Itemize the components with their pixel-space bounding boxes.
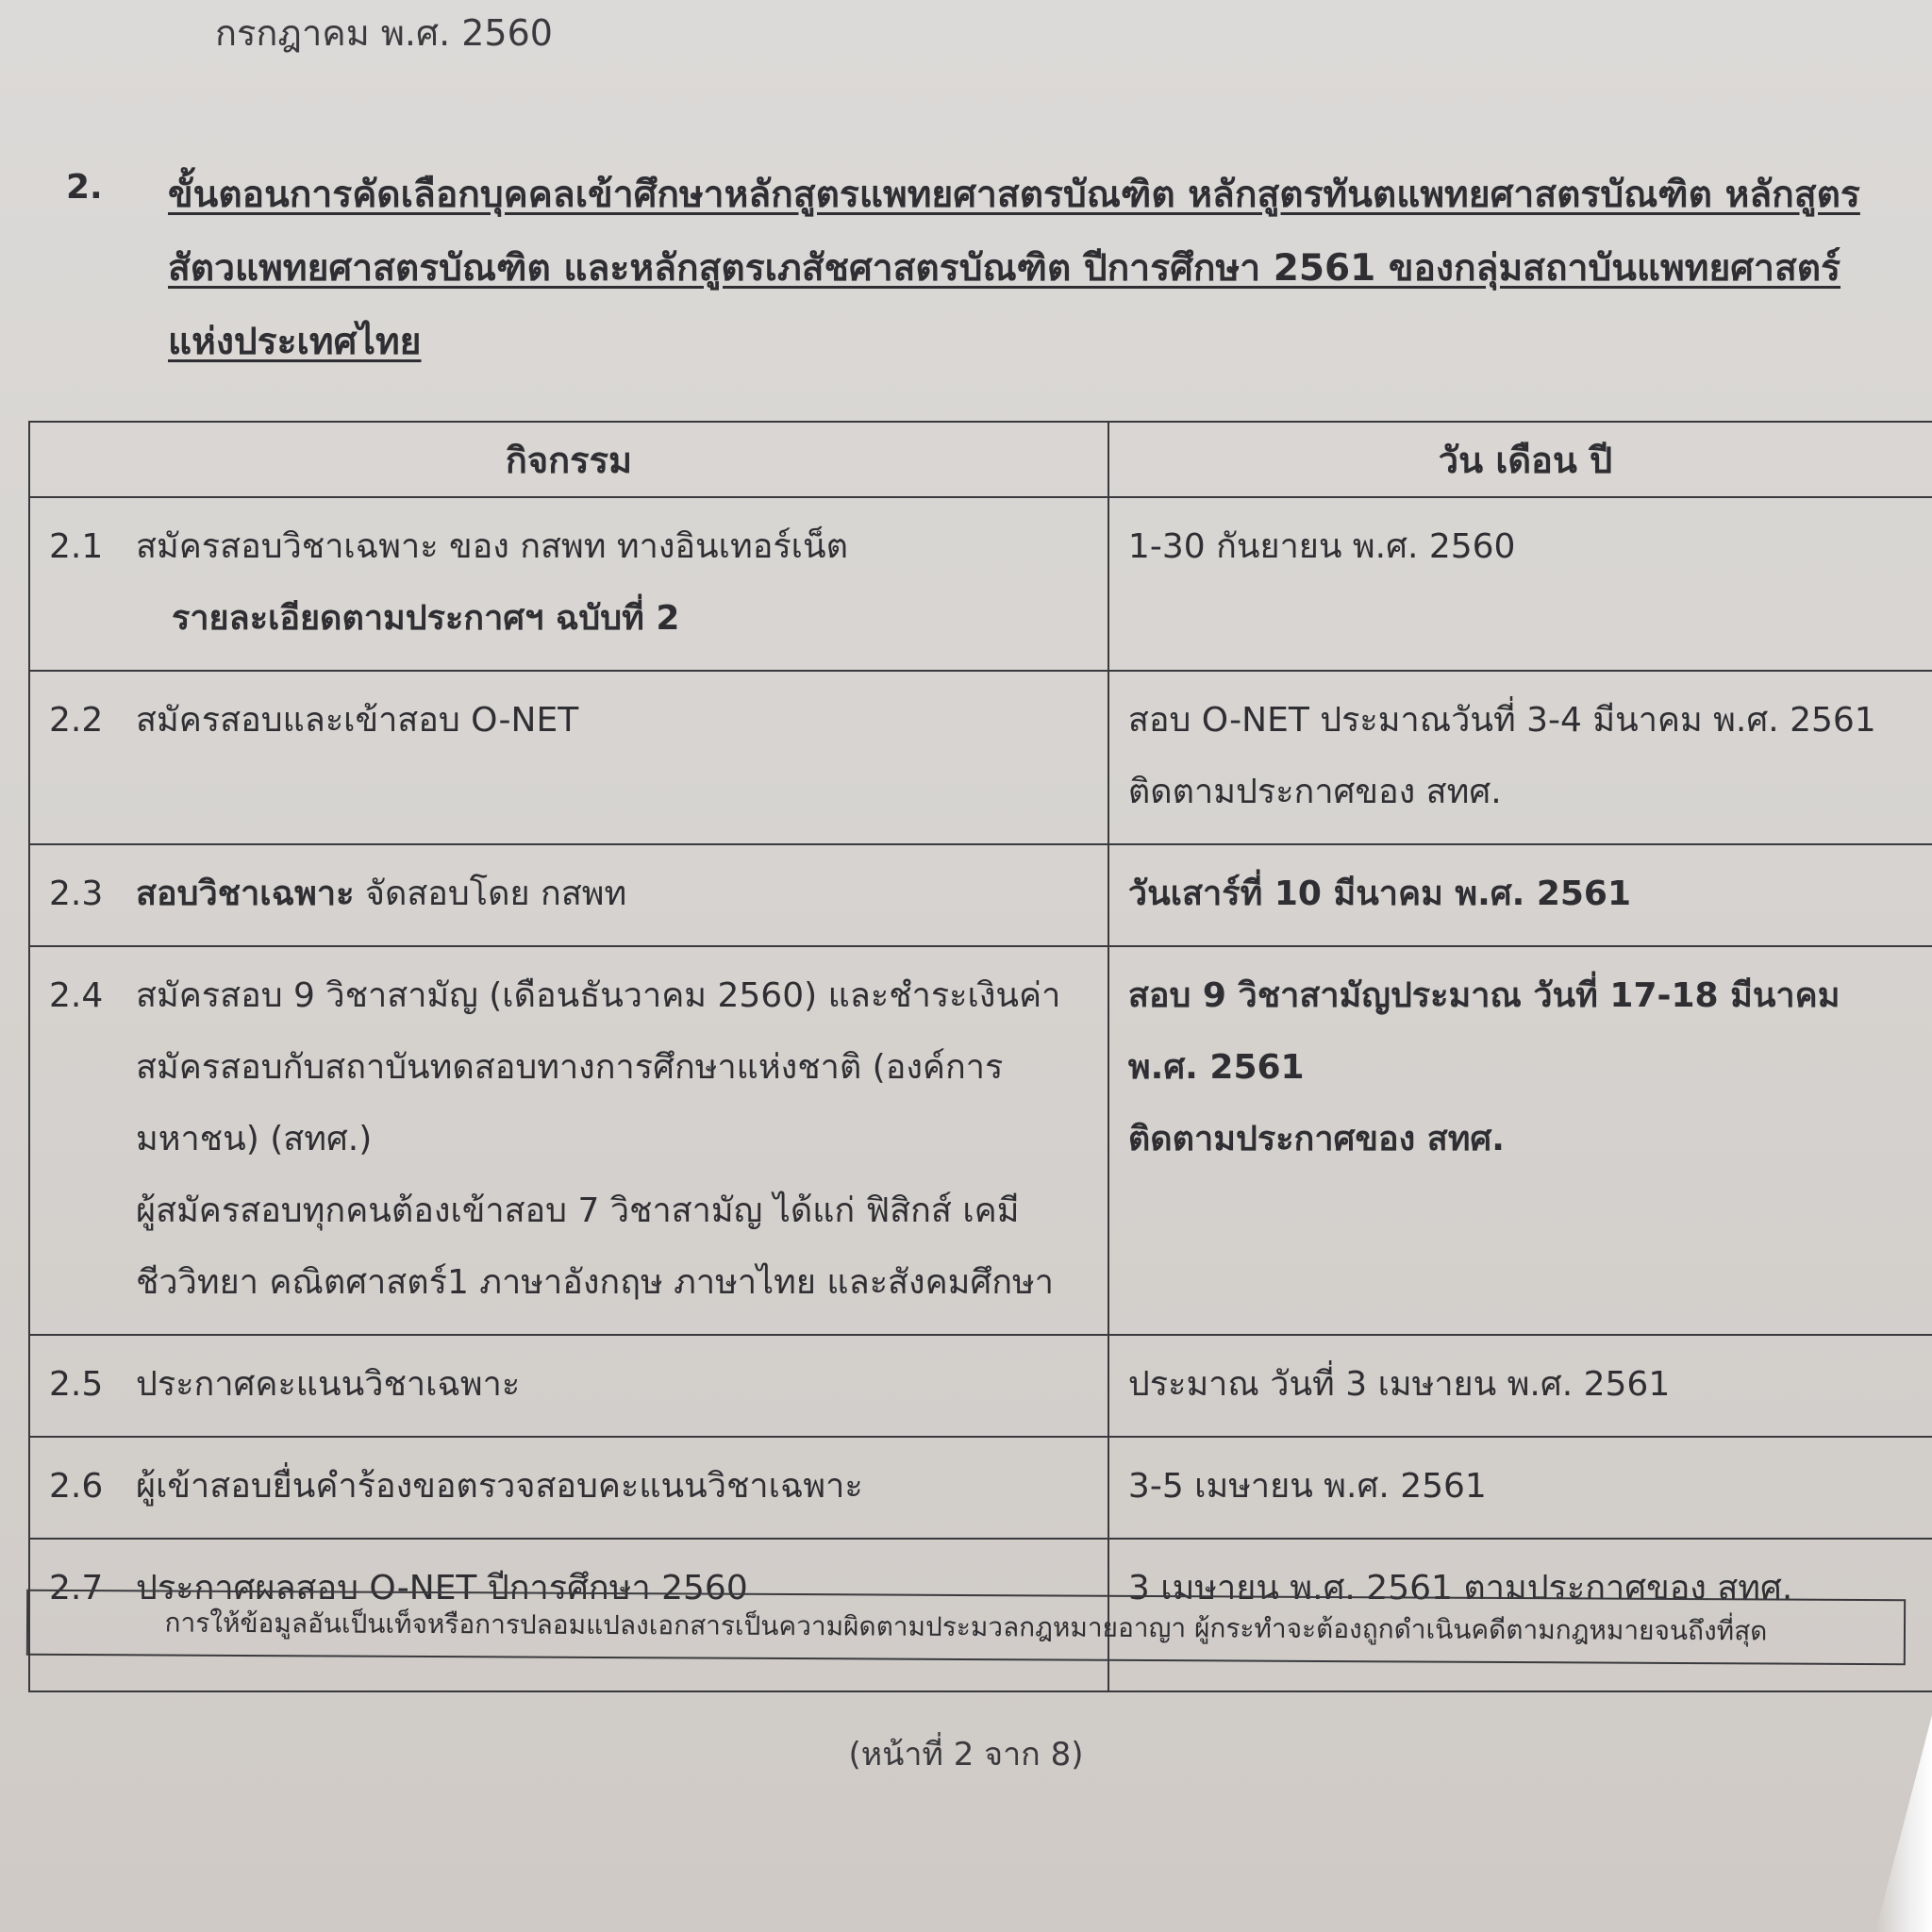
header-date: กรกฎาคม พ.ศ. 2560 — [215, 12, 553, 54]
date-text: ติดตามประกาศของ สทศ. — [1127, 773, 1502, 811]
activity-cell — [29, 946, 1108, 1335]
date-cell — [1108, 946, 1932, 1335]
date-text: 3-5 เมษายน พ.ศ. 2561 — [1127, 1467, 1487, 1506]
table-row — [29, 1335, 1932, 1437]
activity-detail: รายละเอียดตามประกาศฯ ฉบับที่ 2 — [172, 599, 680, 638]
legal-notice: การให้ข้อมูลอันเป็นเท็จหรือการปลอมแปลงเอกสารเป็นความผิดตามประมวลกฎหมายอาญา ผู้กระทำจะต้องถูกดำเนินคดีตามกฎหมายจนถึงที่สุด — [26, 1590, 1906, 1665]
header-activity: กิจกรรม — [29, 422, 1108, 497]
section-title: ขั้นตอนการคัดเลือกบุคคลเข้าศึกษาหลักสูตรแพทยศาสตรบัณฑิต หลักสูตรทันตแพทยศาสตรบัณฑิต หลักสูตรสัตวแพทยศาสตรบัณฑิต และหลักสูตรเภสัชศาสตรบัณฑิต ปีการศึกษา 2561 ของกลุ่มสถาบันแพทยศาสตร์แห่งประเทศไทย — [168, 174, 1860, 363]
date-text: ประมาณ วันที่ 3 เมษายน พ.ศ. 2561 — [1127, 1365, 1671, 1404]
activity-text: ผู้สมัครสอบทุกคนต้องเข้าสอบ 7 วิชาสามัญ ได้แก่ ฟิสิกส์ เคมี — [136, 1191, 1020, 1230]
date-cell — [1108, 1437, 1932, 1539]
page-number: (หน้าที่ 2 จาก 8) — [848, 1736, 1084, 1774]
row-number: 2.6 — [49, 1467, 104, 1506]
section-number: 2. — [66, 168, 103, 207]
activity-text: สมัครสอบวิชาเฉพาะ ของ กสพท ทางอินเทอร์เน็ต — [136, 527, 848, 566]
activity-cell — [29, 844, 1108, 946]
date-cell — [1108, 1335, 1932, 1437]
row-number: 2.3 — [49, 874, 104, 913]
table-row — [29, 1437, 1932, 1539]
activity-text: ผู้เข้าสอบยื่นคำร้องขอตรวจสอบคะแนนวิชาเฉพาะ — [136, 1467, 863, 1506]
activity-text: สมัครสอบและเข้าสอบ O-NET — [136, 701, 579, 740]
date-text: สอบ 9 วิชาสามัญประมาณ วันที่ 17-18 มีนาคม — [1127, 976, 1840, 1015]
activity-text: ประกาศผลสอบ O-NET ปีการศึกษา 2560 — [136, 1569, 748, 1607]
table-row — [29, 671, 1932, 844]
row-number: 2.1 — [49, 527, 104, 566]
header-date: วัน เดือน ปี — [1108, 422, 1932, 497]
table-header-row — [29, 422, 1932, 497]
row-number: 2.5 — [49, 1365, 104, 1404]
activity-text-bold: สอบวิชาเฉพาะ — [136, 874, 355, 913]
date-text: 1-30 กันยายน พ.ศ. 2560 — [1127, 527, 1516, 566]
row-number: 2.2 — [49, 701, 104, 740]
activity-text: จัดสอบโดย กสพท — [354, 874, 627, 913]
date-cell — [1108, 844, 1932, 946]
date-cell — [1108, 497, 1932, 671]
activity-text: ชีววิทยา คณิตศาสตร์1 ภาษาอังกฤษ ภาษาไทย และสังคมศึกษา — [136, 1263, 1054, 1302]
activity-text: สมัครสอบกับสถาบันทดสอบทางการศึกษาแห่งชาติ (องค์การ — [136, 1048, 1004, 1087]
activity-text: ประกาศคะแนนวิชาเฉพาะ — [136, 1365, 521, 1404]
activity-cell — [29, 671, 1108, 844]
date-text: สอบ O-NET ประมาณวันที่ 3-4 มีนาคม พ.ศ. 2561 — [1127, 701, 1876, 740]
row-number: 2.7 — [49, 1569, 104, 1607]
date-text: ติดตามประกาศของ สทศ. — [1127, 1120, 1505, 1158]
date-cell — [1108, 671, 1932, 844]
row-number: 2.4 — [49, 976, 104, 1015]
activity-cell — [29, 497, 1108, 671]
date-text: 3 เมษายน พ.ศ. 2561 ตามประกาศของ สทศ. — [1127, 1569, 1793, 1607]
activity-text: มหาชน) (สทศ.) — [136, 1120, 373, 1158]
schedule-table — [28, 421, 1932, 1692]
date-text: พ.ศ. 2561 — [1127, 1048, 1305, 1087]
table-row — [29, 844, 1932, 946]
table-row — [29, 497, 1932, 671]
activity-cell — [29, 1335, 1108, 1437]
activity-cell — [29, 1437, 1108, 1539]
date-text: วันเสาร์ที่ 10 มีนาคม พ.ศ. 2561 — [1127, 874, 1632, 913]
activity-text: สมัครสอบ 9 วิชาสามัญ (เดือนธันวาคม 2560) และชำระเงินค่า — [136, 976, 1061, 1015]
table-row — [29, 946, 1932, 1335]
